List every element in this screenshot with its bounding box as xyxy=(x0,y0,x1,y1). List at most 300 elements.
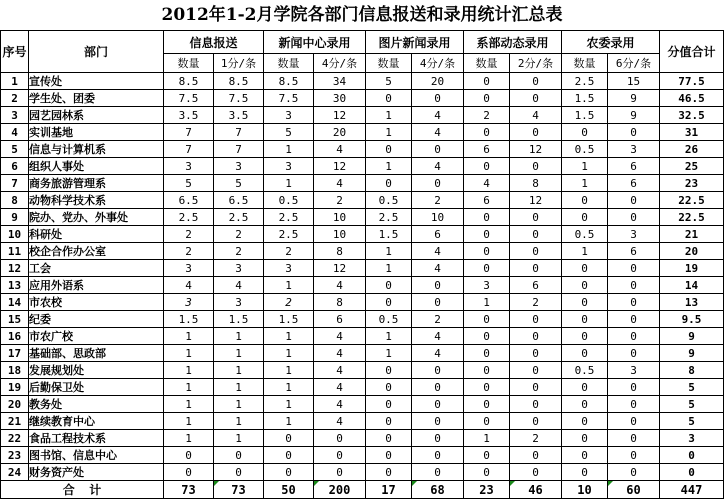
cell-value[interactable]: 1 xyxy=(366,124,412,141)
cell-dept[interactable]: 纪委 xyxy=(29,311,164,328)
cell-value[interactable]: 2.5 xyxy=(264,209,314,226)
cell-dept[interactable]: 工会 xyxy=(29,260,164,277)
cell-value[interactable]: 0 xyxy=(510,90,562,107)
cell-value[interactable]: 0 xyxy=(214,447,264,464)
cell-value[interactable]: 8 xyxy=(314,294,366,311)
cell-dept[interactable]: 市农校 xyxy=(29,294,164,311)
cell-value[interactable]: 4 xyxy=(314,396,366,413)
cell-value[interactable]: 0 xyxy=(608,430,660,447)
cell-value[interactable]: 20 xyxy=(314,124,366,141)
cell-dept[interactable]: 发展规划处 xyxy=(29,362,164,379)
cell-seq[interactable]: 1 xyxy=(1,73,29,90)
subheader-cell[interactable]: 数量 xyxy=(464,54,510,73)
cell-value[interactable]: 2 xyxy=(412,192,464,209)
cell-value[interactable]: 0 xyxy=(264,464,314,481)
cell-value[interactable]: 0 xyxy=(464,396,510,413)
cell-value[interactable]: 0.5 xyxy=(562,141,608,158)
cell-dept[interactable]: 学生处、团委 xyxy=(29,90,164,107)
cell-value[interactable]: 4 xyxy=(314,328,366,345)
cell-value[interactable]: 0 xyxy=(366,430,412,447)
cell-value[interactable]: 0 xyxy=(464,260,510,277)
cell-value[interactable]: 0.5 xyxy=(562,226,608,243)
cell-dept[interactable]: 信息与计算机系 xyxy=(29,141,164,158)
cell-value[interactable]: 0 xyxy=(464,464,510,481)
cell-value[interactable]: 0 xyxy=(562,294,608,311)
cell-value[interactable]: 0.5 xyxy=(366,192,412,209)
subheader-cell[interactable]: 数量 xyxy=(164,54,214,73)
cell-value[interactable]: 1 xyxy=(214,362,264,379)
cell-total[interactable]: 8 xyxy=(660,362,724,379)
cell-value[interactable]: 2.5 xyxy=(562,73,608,90)
cell-seq[interactable]: 12 xyxy=(1,260,29,277)
cell-value[interactable]: 12 xyxy=(510,141,562,158)
cell-value[interactable]: 0 xyxy=(562,379,608,396)
cell-value[interactable]: 20 xyxy=(412,73,464,90)
cell-total[interactable]: 22.5 xyxy=(660,209,724,226)
cell-value[interactable]: 2 xyxy=(464,107,510,124)
cell-value[interactable]: 4 xyxy=(412,345,464,362)
cell-dept[interactable]: 宣传处 xyxy=(29,73,164,90)
subheader-cell[interactable]: 4分/条 xyxy=(412,54,464,73)
cell-value[interactable]: 4 xyxy=(314,345,366,362)
cell-value[interactable]: 1 xyxy=(264,277,314,294)
cell-value[interactable]: 0 xyxy=(562,447,608,464)
cell-value[interactable]: 0 xyxy=(562,328,608,345)
cell-value[interactable]: 2 xyxy=(214,226,264,243)
cell-value[interactable]: 0 xyxy=(510,73,562,90)
cell-total[interactable]: 21 xyxy=(660,226,724,243)
cell-value[interactable]: 1 xyxy=(264,345,314,362)
cell-value[interactable]: 0 xyxy=(164,464,214,481)
cell-value[interactable]: 2 xyxy=(314,192,366,209)
subheader-cell[interactable]: 6分/条 xyxy=(608,54,660,73)
cell-value[interactable]: 0 xyxy=(464,243,510,260)
cell-seq[interactable]: 7 xyxy=(1,175,29,192)
cell-value[interactable]: 1 xyxy=(214,396,264,413)
cell-value[interactable]: 0 xyxy=(412,362,464,379)
cell-seq[interactable]: 2 xyxy=(1,90,29,107)
sum-value[interactable]: 73 xyxy=(164,481,214,499)
cell-total[interactable]: 0 xyxy=(660,447,724,464)
cell-value[interactable]: 1 xyxy=(562,158,608,175)
cell-seq[interactable]: 6 xyxy=(1,158,29,175)
cell-value[interactable]: 0 xyxy=(562,430,608,447)
cell-value[interactable]: 6.5 xyxy=(164,192,214,209)
cell-value[interactable]: 12 xyxy=(510,192,562,209)
cell-dept[interactable]: 财务资产处 xyxy=(29,464,164,481)
cell-seq[interactable]: 21 xyxy=(1,413,29,430)
cell-value[interactable]: 0.5 xyxy=(366,311,412,328)
header-group-news[interactable]: 新闻中心录用 xyxy=(264,31,366,54)
header-dept[interactable]: 部门 xyxy=(29,31,164,73)
cell-seq[interactable]: 24 xyxy=(1,464,29,481)
cell-value[interactable]: 1 xyxy=(264,362,314,379)
cell-dept[interactable]: 市农广校 xyxy=(29,328,164,345)
cell-value[interactable]: 8.5 xyxy=(264,73,314,90)
cell-total[interactable]: 77.5 xyxy=(660,73,724,90)
cell-value[interactable]: 0.5 xyxy=(562,362,608,379)
cell-value[interactable]: 1 xyxy=(214,328,264,345)
cell-value[interactable]: 3 xyxy=(608,362,660,379)
cell-value[interactable]: 2 xyxy=(510,430,562,447)
cell-value[interactable]: 4 xyxy=(314,362,366,379)
cell-value[interactable]: 0 xyxy=(510,345,562,362)
sum-label[interactable]: 合 计 xyxy=(1,481,164,499)
cell-total[interactable]: 19 xyxy=(660,260,724,277)
cell-value[interactable]: 1 xyxy=(264,175,314,192)
cell-value[interactable]: 1 xyxy=(164,430,214,447)
cell-value[interactable]: 1 xyxy=(164,413,214,430)
cell-value[interactable]: 0 xyxy=(412,413,464,430)
cell-value[interactable]: 4 xyxy=(314,277,366,294)
cell-dept[interactable]: 应用外语系 xyxy=(29,277,164,294)
header-group-submit[interactable]: 信息报送 xyxy=(164,31,264,54)
cell-value[interactable]: 3 xyxy=(264,107,314,124)
cell-value[interactable]: 1 xyxy=(264,328,314,345)
cell-value[interactable]: 0 xyxy=(366,362,412,379)
cell-value[interactable]: 6 xyxy=(464,192,510,209)
cell-value[interactable]: 0 xyxy=(562,124,608,141)
cell-value[interactable]: 9 xyxy=(608,90,660,107)
cell-value[interactable]: 0 xyxy=(366,396,412,413)
cell-value[interactable]: 2 xyxy=(412,311,464,328)
cell-value[interactable]: 0 xyxy=(464,90,510,107)
cell-value[interactable]: 0 xyxy=(510,328,562,345)
cell-value[interactable]: 0 xyxy=(412,294,464,311)
cell-value[interactable]: 0 xyxy=(412,379,464,396)
cell-value[interactable]: 0 xyxy=(510,464,562,481)
cell-value[interactable]: 0 xyxy=(510,260,562,277)
cell-value[interactable]: 12 xyxy=(314,107,366,124)
cell-seq[interactable]: 8 xyxy=(1,192,29,209)
cell-seq[interactable]: 18 xyxy=(1,362,29,379)
sum-value[interactable]: 46 xyxy=(510,481,562,499)
cell-value[interactable]: 8.5 xyxy=(214,73,264,90)
cell-value[interactable]: 7 xyxy=(164,124,214,141)
cell-total[interactable]: 5 xyxy=(660,379,724,396)
cell-value[interactable]: 0 xyxy=(510,413,562,430)
cell-value[interactable]: 4 xyxy=(412,328,464,345)
cell-value[interactable]: 0 xyxy=(264,447,314,464)
cell-value[interactable]: 0 xyxy=(608,379,660,396)
cell-value[interactable]: 1 xyxy=(366,328,412,345)
cell-value[interactable]: 0 xyxy=(314,430,366,447)
cell-value[interactable]: 0 xyxy=(562,277,608,294)
cell-value[interactable]: 1 xyxy=(366,345,412,362)
cell-value[interactable]: 12 xyxy=(314,158,366,175)
cell-value[interactable]: 2 xyxy=(264,243,314,260)
cell-value[interactable]: 0 xyxy=(510,124,562,141)
cell-value[interactable]: 0 xyxy=(608,294,660,311)
sum-value[interactable]: 23 xyxy=(464,481,510,499)
cell-seq[interactable]: 9 xyxy=(1,209,29,226)
cell-value[interactable]: 0 xyxy=(464,311,510,328)
cell-value[interactable]: 1 xyxy=(164,396,214,413)
cell-seq[interactable]: 20 xyxy=(1,396,29,413)
header-group-dept-news[interactable]: 系部动态录用 xyxy=(464,31,562,54)
cell-value[interactable]: 7 xyxy=(214,124,264,141)
cell-value[interactable]: 0 xyxy=(464,124,510,141)
cell-value[interactable]: 2 xyxy=(510,294,562,311)
cell-value[interactable]: 34 xyxy=(314,73,366,90)
cell-value[interactable]: 4 xyxy=(412,260,464,277)
cell-value[interactable]: 4 xyxy=(510,107,562,124)
cell-dept[interactable]: 继续教育中心 xyxy=(29,413,164,430)
cell-value[interactable]: 1 xyxy=(164,362,214,379)
cell-value[interactable]: 0 xyxy=(366,175,412,192)
cell-value[interactable]: 0 xyxy=(562,345,608,362)
cell-dept[interactable]: 实训基地 xyxy=(29,124,164,141)
cell-value[interactable]: 1.5 xyxy=(366,226,412,243)
cell-value[interactable]: 0 xyxy=(464,226,510,243)
cell-value[interactable]: 0 xyxy=(464,362,510,379)
subheader-cell[interactable]: 1分/条 xyxy=(214,54,264,73)
cell-seq[interactable]: 14 xyxy=(1,294,29,311)
cell-value[interactable]: 8 xyxy=(314,243,366,260)
cell-value[interactable]: 0 xyxy=(562,464,608,481)
cell-dept[interactable]: 教务处 xyxy=(29,396,164,413)
cell-value[interactable]: 0 xyxy=(608,124,660,141)
cell-value[interactable]: 0 xyxy=(464,209,510,226)
cell-value[interactable]: 0 xyxy=(412,90,464,107)
cell-dept[interactable]: 园艺园林系 xyxy=(29,107,164,124)
cell-value[interactable]: 0 xyxy=(412,430,464,447)
cell-value[interactable]: 0 xyxy=(510,379,562,396)
cell-value[interactable]: 4 xyxy=(412,107,464,124)
cell-value[interactable]: 7.5 xyxy=(164,90,214,107)
cell-value[interactable]: 0 xyxy=(412,175,464,192)
header-seq[interactable]: 序号 xyxy=(1,31,29,73)
cell-value[interactable]: 0.5 xyxy=(264,192,314,209)
cell-total[interactable]: 46.5 xyxy=(660,90,724,107)
cell-seq[interactable]: 16 xyxy=(1,328,29,345)
cell-dept[interactable]: 基础部、思政部 xyxy=(29,345,164,362)
cell-seq[interactable]: 4 xyxy=(1,124,29,141)
cell-total[interactable]: 14 xyxy=(660,277,724,294)
cell-dept[interactable]: 科研处 xyxy=(29,226,164,243)
cell-value[interactable]: 1 xyxy=(464,294,510,311)
cell-value[interactable]: 3 xyxy=(214,158,264,175)
cell-value[interactable]: 0 xyxy=(412,277,464,294)
cell-total[interactable]: 26 xyxy=(660,141,724,158)
cell-value[interactable]: 0 xyxy=(366,90,412,107)
cell-value[interactable]: 6 xyxy=(608,175,660,192)
cell-value[interactable]: 0 xyxy=(314,464,366,481)
cell-value[interactable]: 0 xyxy=(464,447,510,464)
cell-value[interactable]: 0 xyxy=(366,413,412,430)
cell-value[interactable]: 0 xyxy=(608,413,660,430)
cell-value[interactable]: 0 xyxy=(608,277,660,294)
cell-seq[interactable]: 10 xyxy=(1,226,29,243)
cell-value[interactable]: 1 xyxy=(562,243,608,260)
cell-total[interactable]: 9 xyxy=(660,328,724,345)
cell-value[interactable]: 3 xyxy=(164,260,214,277)
cell-value[interactable]: 0 xyxy=(608,328,660,345)
cell-value[interactable]: 3 xyxy=(214,294,264,311)
sum-value[interactable]: 68 xyxy=(412,481,464,499)
cell-value[interactable]: 0 xyxy=(510,447,562,464)
cell-seq[interactable]: 17 xyxy=(1,345,29,362)
cell-value[interactable]: 1.5 xyxy=(164,311,214,328)
cell-value[interactable]: 0 xyxy=(562,311,608,328)
cell-value[interactable]: 2 xyxy=(264,294,314,311)
cell-value[interactable]: 1 xyxy=(264,141,314,158)
subheader-cell[interactable]: 数量 xyxy=(366,54,412,73)
cell-value[interactable]: 0 xyxy=(464,379,510,396)
cell-value[interactable]: 5 xyxy=(214,175,264,192)
cell-value[interactable]: 7.5 xyxy=(214,90,264,107)
cell-total[interactable]: 3 xyxy=(660,430,724,447)
cell-total[interactable]: 25 xyxy=(660,158,724,175)
cell-value[interactable]: 1 xyxy=(366,107,412,124)
cell-value[interactable]: 0 xyxy=(510,396,562,413)
subheader-cell[interactable]: 数量 xyxy=(264,54,314,73)
cell-dept[interactable]: 组织人事处 xyxy=(29,158,164,175)
cell-value[interactable]: 1 xyxy=(366,158,412,175)
cell-value[interactable]: 9 xyxy=(608,107,660,124)
cell-value[interactable]: 0 xyxy=(366,277,412,294)
cell-value[interactable]: 4 xyxy=(314,175,366,192)
cell-value[interactable]: 4 xyxy=(314,141,366,158)
subheader-cell[interactable]: 4分/条 xyxy=(314,54,366,73)
cell-value[interactable]: 3 xyxy=(164,294,214,311)
cell-value[interactable]: 10 xyxy=(314,226,366,243)
sum-value[interactable]: 200 xyxy=(314,481,366,499)
cell-value[interactable]: 0 xyxy=(510,158,562,175)
cell-seq[interactable]: 19 xyxy=(1,379,29,396)
cell-value[interactable]: 1 xyxy=(214,430,264,447)
cell-value[interactable]: 2 xyxy=(164,243,214,260)
cell-seq[interactable]: 11 xyxy=(1,243,29,260)
cell-value[interactable]: 0 xyxy=(562,209,608,226)
cell-value[interactable]: 1 xyxy=(264,413,314,430)
cell-value[interactable]: 0 xyxy=(608,260,660,277)
cell-value[interactable]: 0 xyxy=(366,379,412,396)
sum-value[interactable]: 73 xyxy=(214,481,264,499)
cell-total[interactable]: 22.5 xyxy=(660,192,724,209)
cell-value[interactable]: 5 xyxy=(164,175,214,192)
cell-value[interactable]: 0 xyxy=(608,311,660,328)
cell-value[interactable]: 0 xyxy=(608,192,660,209)
cell-value[interactable]: 0 xyxy=(562,260,608,277)
cell-value[interactable]: 0 xyxy=(510,311,562,328)
cell-dept[interactable]: 后勤保卫处 xyxy=(29,379,164,396)
cell-value[interactable]: 6 xyxy=(510,277,562,294)
cell-value[interactable]: 0 xyxy=(264,430,314,447)
cell-value[interactable]: 0 xyxy=(510,226,562,243)
subheader-cell[interactable]: 数量 xyxy=(562,54,608,73)
cell-value[interactable]: 0 xyxy=(608,447,660,464)
cell-dept[interactable]: 院办、党办、外事处 xyxy=(29,209,164,226)
cell-value[interactable]: 4 xyxy=(314,379,366,396)
cell-total[interactable]: 9 xyxy=(660,345,724,362)
cell-value[interactable]: 0 xyxy=(608,209,660,226)
cell-dept[interactable]: 食品工程技术系 xyxy=(29,430,164,447)
cell-total[interactable]: 23 xyxy=(660,175,724,192)
cell-total[interactable]: 32.5 xyxy=(660,107,724,124)
cell-value[interactable]: 2.5 xyxy=(264,226,314,243)
cell-dept[interactable]: 动物科学技术系 xyxy=(29,192,164,209)
cell-value[interactable]: 3.5 xyxy=(214,107,264,124)
cell-value[interactable]: 4 xyxy=(412,243,464,260)
cell-value[interactable]: 6 xyxy=(464,141,510,158)
cell-value[interactable]: 3 xyxy=(608,141,660,158)
cell-value[interactable]: 0 xyxy=(464,158,510,175)
cell-value[interactable]: 3 xyxy=(164,158,214,175)
cell-value[interactable]: 30 xyxy=(314,90,366,107)
cell-value[interactable]: 0 xyxy=(510,209,562,226)
cell-value[interactable]: 6 xyxy=(608,158,660,175)
cell-value[interactable]: 7 xyxy=(164,141,214,158)
cell-total[interactable]: 20 xyxy=(660,243,724,260)
cell-value[interactable]: 1.5 xyxy=(214,311,264,328)
cell-value[interactable]: 4 xyxy=(412,158,464,175)
subheader-cell[interactable]: 2分/条 xyxy=(510,54,562,73)
cell-value[interactable]: 0 xyxy=(464,413,510,430)
cell-value[interactable]: 0 xyxy=(464,345,510,362)
cell-value[interactable]: 0 xyxy=(412,447,464,464)
cell-value[interactable]: 0 xyxy=(412,396,464,413)
cell-value[interactable]: 5 xyxy=(264,124,314,141)
cell-value[interactable]: 1 xyxy=(214,379,264,396)
cell-value[interactable]: 10 xyxy=(314,209,366,226)
cell-value[interactable]: 2.5 xyxy=(214,209,264,226)
cell-value[interactable]: 4 xyxy=(314,413,366,430)
cell-value[interactable]: 0 xyxy=(562,396,608,413)
cell-value[interactable]: 1 xyxy=(264,379,314,396)
header-total[interactable]: 分值合计 xyxy=(660,31,724,73)
cell-value[interactable]: 3 xyxy=(214,260,264,277)
cell-value[interactable]: 7 xyxy=(214,141,264,158)
cell-value[interactable]: 1 xyxy=(366,260,412,277)
cell-value[interactable]: 0 xyxy=(214,464,264,481)
cell-value[interactable]: 2.5 xyxy=(366,209,412,226)
cell-value[interactable]: 1 xyxy=(164,379,214,396)
cell-value[interactable]: 0 xyxy=(510,362,562,379)
cell-value[interactable]: 1 xyxy=(562,175,608,192)
cell-value[interactable]: 0 xyxy=(562,413,608,430)
cell-value[interactable]: 6 xyxy=(412,226,464,243)
cell-seq[interactable]: 23 xyxy=(1,447,29,464)
cell-value[interactable]: 2.5 xyxy=(164,209,214,226)
sum-value[interactable]: 50 xyxy=(264,481,314,499)
cell-value[interactable]: 8 xyxy=(510,175,562,192)
cell-value[interactable]: 7.5 xyxy=(264,90,314,107)
cell-value[interactable]: 0 xyxy=(412,141,464,158)
cell-seq[interactable]: 15 xyxy=(1,311,29,328)
cell-value[interactable]: 0 xyxy=(164,447,214,464)
cell-value[interactable]: 15 xyxy=(608,73,660,90)
cell-value[interactable]: 3 xyxy=(464,277,510,294)
cell-value[interactable]: 4 xyxy=(214,277,264,294)
cell-value[interactable]: 1 xyxy=(164,328,214,345)
cell-seq[interactable]: 13 xyxy=(1,277,29,294)
cell-value[interactable]: 0 xyxy=(412,464,464,481)
cell-total[interactable]: 5 xyxy=(660,396,724,413)
cell-value[interactable]: 0 xyxy=(366,141,412,158)
cell-value[interactable]: 8.5 xyxy=(164,73,214,90)
cell-seq[interactable]: 5 xyxy=(1,141,29,158)
sum-value[interactable]: 17 xyxy=(366,481,412,499)
cell-value[interactable]: 2 xyxy=(214,243,264,260)
cell-dept[interactable]: 图书馆、信息中心 xyxy=(29,447,164,464)
cell-value[interactable]: 6 xyxy=(314,311,366,328)
cell-total[interactable]: 31 xyxy=(660,124,724,141)
cell-value[interactable]: 0 xyxy=(366,464,412,481)
sum-total[interactable]: 447 xyxy=(660,481,724,499)
cell-value[interactable]: 12 xyxy=(314,260,366,277)
cell-value[interactable]: 4 xyxy=(164,277,214,294)
